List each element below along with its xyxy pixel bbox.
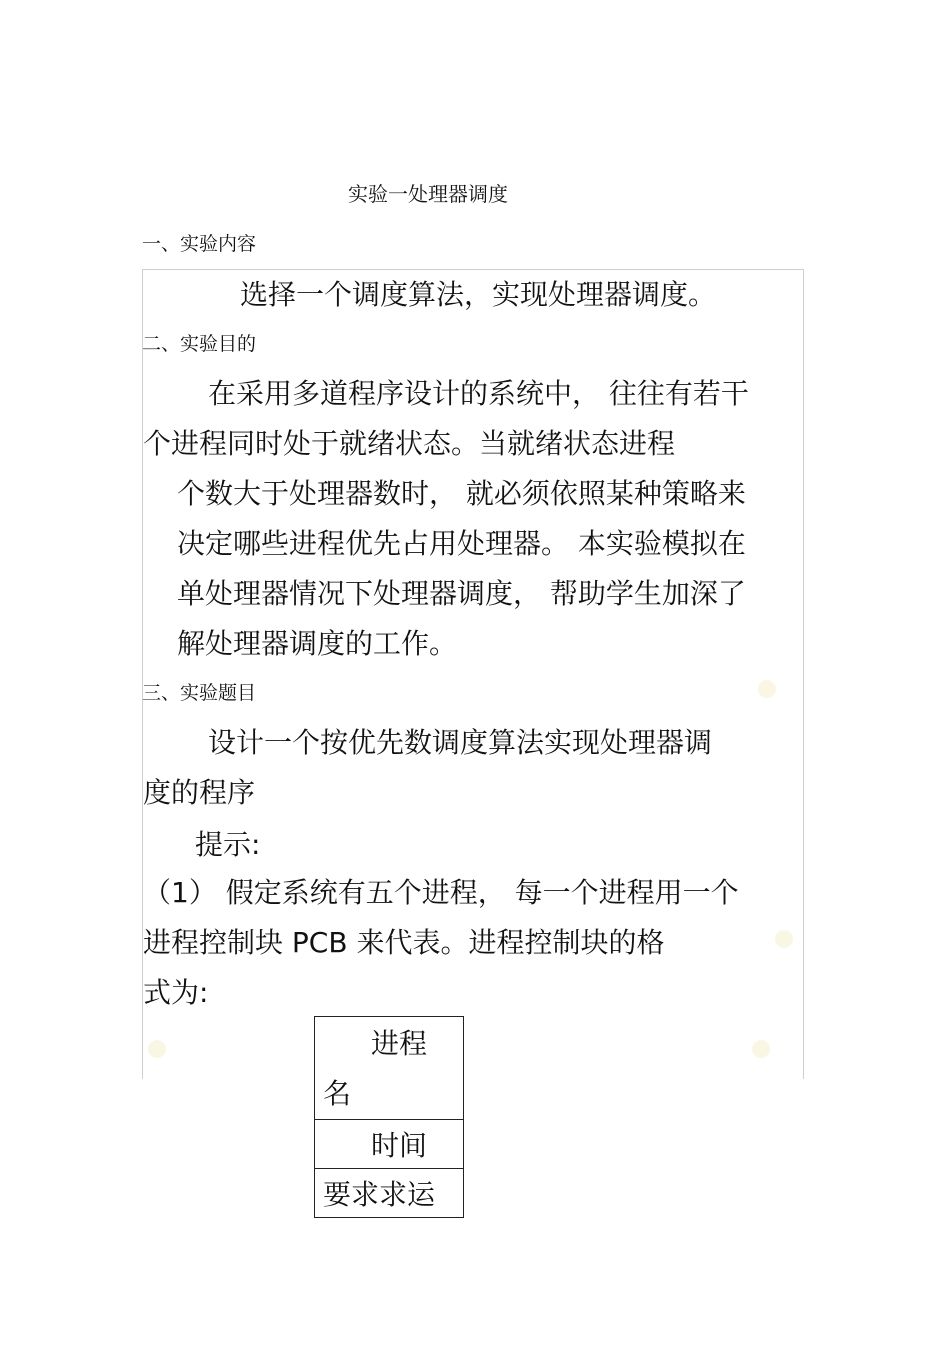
section-heading-content: 一、实验内容 (142, 233, 257, 255)
purpose-line-1: 在采用多道程序设计的系统中， 往往有若干 (208, 377, 749, 410)
item1-line-3: 式为: (143, 976, 209, 1009)
purpose-line-2: 个进程同时处于就绪状态。当就绪状态进程 (143, 427, 676, 460)
table-cell-run (315, 1169, 464, 1218)
page-title: 实验一处理器调度 (348, 182, 508, 206)
hint-label: 提示: (195, 828, 261, 861)
pcb-format-table (314, 1016, 464, 1218)
topic-line-1: 设计一个按优先数调度算法实现处理器调 (208, 726, 713, 759)
purpose-line-4: 决定哪些进程优先占用处理器。 本实验模拟在 (177, 527, 746, 560)
table-cell-time (315, 1120, 464, 1169)
cell-line: 要求求运 (323, 1178, 436, 1211)
cell-line: 时间 (371, 1129, 428, 1162)
purpose-line-6: 解处理器调度的工作。 (177, 627, 458, 660)
purpose-line-3: 个数大于处理器数时， 就必须依照某种策略来 (177, 477, 746, 510)
table-row (315, 1120, 464, 1169)
scan-speck (752, 1040, 770, 1058)
item1-line-2: 进程控制块 PCB 来代表。进程控制块的格 (143, 926, 665, 959)
item1-line-1: （1） 假定系统有五个进程， 每一个进程用一个 (143, 876, 739, 909)
section-heading-topic: 三、实验题目 (142, 682, 257, 704)
scan-speck (775, 930, 793, 948)
cell-line: 名 (323, 1077, 352, 1110)
section-heading-purpose: 二、实验目的 (142, 333, 257, 355)
purpose-line-5: 单处理器情况下处理器调度， 帮助学生加深了 (177, 577, 746, 610)
scan-speck (758, 680, 776, 698)
table-row (315, 1017, 464, 1120)
table-cell-process-name (315, 1017, 464, 1120)
table-row (315, 1169, 464, 1218)
frame-border-right (803, 269, 804, 1079)
topic-line-2: 度的程序 (143, 776, 256, 809)
cell-line: 进程 (371, 1027, 428, 1060)
scan-speck (148, 1040, 166, 1058)
section-content-text: 选择一个调度算法，实现处理器调度。 (240, 278, 717, 311)
